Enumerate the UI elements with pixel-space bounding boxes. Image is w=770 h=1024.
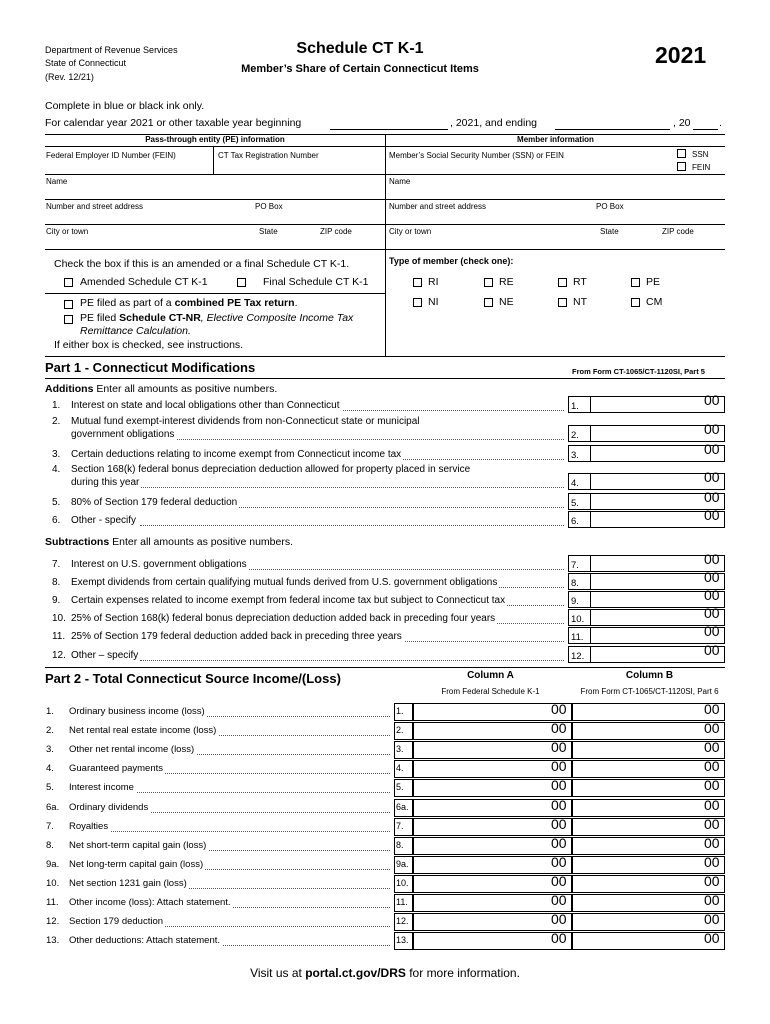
column-a-field-7[interactable] <box>413 837 572 855</box>
pe-pobox-field[interactable]: PO Box <box>255 202 283 211</box>
line-box-label: 11. <box>396 897 408 907</box>
type-ri-checkbox[interactable] <box>413 278 422 287</box>
subtractions-line-text: Interest on U.S. government obligations <box>71 559 247 570</box>
pe-state-field[interactable]: State <box>259 227 278 236</box>
line-box-label: 9. <box>571 596 579 607</box>
cents-zero: 00 <box>704 835 720 851</box>
cents-zero: 00 <box>704 441 720 457</box>
period: . <box>719 117 722 129</box>
line-box-label: 12. <box>571 651 585 662</box>
part2-line-number: 1. <box>46 706 54 717</box>
line-box-label: 1. <box>571 401 579 412</box>
additions-line-number: 6. <box>52 515 61 526</box>
type-nt-label: NT <box>573 296 587 308</box>
cents-zero: 00 <box>704 816 720 832</box>
subtractions-line-text: Certain expenses related to income exempt from federal income tax but subject to Connecticut tax <box>71 595 506 606</box>
column-a-field-12[interactable] <box>413 932 572 950</box>
part2-line-number: 10. <box>46 878 60 889</box>
state-name: State of Connecticut <box>45 58 127 68</box>
line-box-label: 5. <box>396 782 404 792</box>
cents-zero: 00 <box>704 892 720 908</box>
cents-zero: 00 <box>704 551 720 567</box>
line-box-label: 5. <box>571 498 579 509</box>
footer-note: Visit us at portal.ct.gov/DRS for more information. <box>250 966 520 980</box>
column-b-source: From Form CT-1065/CT-1120SI, Part 6 <box>580 687 719 696</box>
cents-zero: 00 <box>704 777 720 793</box>
part2-line-number: 2. <box>46 725 54 736</box>
calendar-year-text: For calendar year 2021 or other taxable year beginning <box>45 117 302 129</box>
fein-field[interactable]: Federal Employer ID Number (FEIN) <box>46 151 176 160</box>
subtractions-line-number: 8. <box>52 577 61 588</box>
column-b-field-8[interactable] <box>572 856 725 874</box>
revision: (Rev. 12/21) <box>45 72 94 82</box>
subtractions-line-text: Other – specify <box>71 650 139 661</box>
leader-dots <box>140 439 564 440</box>
part2-line-number: 7. <box>46 821 54 832</box>
column-a-heading: Column A <box>467 670 514 681</box>
part2-line-text: Net rental real estate income (loss) <box>69 725 217 736</box>
cents-zero: 00 <box>551 739 567 755</box>
ct-nr-label: PE filed Schedule CT-NR, Elective Composite Income Tax <box>80 312 354 324</box>
part1-source: From Form CT-1065/CT-1120SI, Part 5 <box>572 367 705 376</box>
column-b-field-9[interactable] <box>572 875 725 893</box>
amended-checkbox[interactable] <box>64 278 73 287</box>
final-label: Final Schedule CT K-1 <box>263 276 369 288</box>
line-box-label: 13. <box>396 935 409 945</box>
type-cm-label: CM <box>646 296 663 308</box>
member-address-field[interactable]: Number and street address <box>389 202 486 211</box>
column-b-field-7[interactable] <box>572 837 725 855</box>
line-box-label: 7. <box>571 560 579 571</box>
additions-line-number: 4. <box>52 464 61 475</box>
type-rt-checkbox[interactable] <box>558 278 567 287</box>
cents-zero: 00 <box>704 587 720 603</box>
line-box-label: 6a. <box>396 802 409 812</box>
cents-zero: 00 <box>704 701 720 717</box>
type-re-checkbox[interactable] <box>484 278 493 287</box>
form-title: Schedule CT K-1 <box>296 40 424 57</box>
additions-line-text: during this year <box>71 477 140 488</box>
line-box-label: 3. <box>396 744 404 754</box>
either-box-note: If either box is checked, see instructions. <box>54 339 244 351</box>
additions-line-text: Other - specify <box>71 515 137 526</box>
fein-label: FEIN <box>692 163 711 172</box>
line-box-label: 10. <box>571 614 585 625</box>
column-a-field-4[interactable] <box>413 779 572 797</box>
column-a-field-10[interactable] <box>413 894 572 912</box>
member-state-field[interactable]: State <box>600 227 619 236</box>
additions-line-text: government obligations <box>71 429 175 440</box>
additions-line-number: 1. <box>52 400 61 411</box>
cents-zero: 00 <box>704 421 720 437</box>
column-b-field-12[interactable] <box>572 932 725 950</box>
cents-zero: 00 <box>704 797 720 813</box>
part2-line-text: Royalties <box>69 821 109 832</box>
cents-zero: 00 <box>551 873 567 889</box>
subtractions-line-text: Exempt dividends from certain qualifying mutual funds derived from U.S. government obligations <box>71 577 498 588</box>
cents-zero: 00 <box>704 873 720 889</box>
column-b-field-3[interactable] <box>572 760 725 778</box>
column-b-field-5[interactable] <box>572 799 725 817</box>
column-b-field-11[interactable] <box>572 913 725 931</box>
column-a-source: From Federal Schedule K-1 <box>441 687 540 696</box>
line-box-label: 10. <box>396 878 409 888</box>
part1-title: Part 1 - Connecticut Modifications <box>45 360 256 375</box>
line-box-label: 8. <box>396 840 404 850</box>
type-ri-label: RI <box>428 276 439 288</box>
end-date-field[interactable] <box>555 129 670 130</box>
ct-nr-label-cont: Remittance Calculation. <box>80 325 191 337</box>
additions-line-text: Certain deductions relating to income exempt from Connecticut income tax <box>71 449 402 460</box>
part2-line-number: 8. <box>46 840 54 851</box>
year-prefix: , 20 <box>673 117 691 129</box>
part2-line-text: Section 179 deduction <box>69 916 164 927</box>
line-box-label: 7. <box>396 821 404 831</box>
combined-pe-label: PE filed as part of a combined PE Tax return. <box>80 297 298 309</box>
ct-nr-checkbox[interactable] <box>64 315 73 324</box>
part2-line-text: Net short-term capital gain (loss) <box>69 840 207 851</box>
line-box-label: 1. <box>396 706 404 716</box>
pe-city-field[interactable]: City or town <box>46 227 89 236</box>
cents-zero: 00 <box>704 758 720 774</box>
type-re-label: RE <box>499 276 514 288</box>
part2-line-number: 11. <box>46 897 59 908</box>
column-b-field-1[interactable] <box>572 722 725 740</box>
line-box-label: 3. <box>571 450 579 461</box>
cents-zero: 00 <box>551 777 567 793</box>
pe-zip-field[interactable]: ZIP code <box>320 227 352 236</box>
part2-line-number: 13. <box>46 935 60 946</box>
additions-line-text: Mutual fund exempt-interest dividends from non-Connecticut state or municipal <box>71 416 420 427</box>
column-a-field-8[interactable] <box>413 856 572 874</box>
amended-prompt: Check the box if this is an amended or a final Schedule CT K-1. <box>54 258 350 270</box>
part2-line-text: Interest income <box>69 782 134 793</box>
column-b-field-6[interactable] <box>572 818 725 836</box>
cents-zero: 00 <box>704 605 720 621</box>
cents-zero: 00 <box>551 911 567 927</box>
additions-line-text: 80% of Section 179 federal deduction <box>71 497 238 508</box>
additions-line-text: Interest on state and local obligations other than Connecticut <box>71 400 340 411</box>
column-a-field-1[interactable] <box>413 722 572 740</box>
cents-zero: 00 <box>551 758 567 774</box>
part2-line-text: Net section 1231 gain (loss) <box>69 878 187 889</box>
subtractions-line-text: 25% of Section 179 federal deduction added back in preceding three years <box>71 631 402 642</box>
cents-zero: 00 <box>551 720 567 736</box>
cents-zero: 00 <box>704 854 720 870</box>
member-type-heading: Type of member (check one): <box>389 256 514 266</box>
column-a-field-5[interactable] <box>413 799 572 817</box>
subtractions-line-number: 7. <box>52 559 61 570</box>
cents-zero: 00 <box>704 739 720 755</box>
member-pobox-field[interactable]: PO Box <box>596 202 624 211</box>
ink-instruction: Complete in blue or black ink only. <box>45 100 205 112</box>
part2-line-text: Other income (loss): Attach statement. <box>69 897 231 908</box>
cents-zero: 00 <box>704 569 720 585</box>
column-a-field-3[interactable] <box>413 760 572 778</box>
part2-line-text: Guaranteed payments <box>69 763 164 774</box>
column-a-field-6[interactable] <box>413 818 572 836</box>
type-ne-label: NE <box>499 296 514 308</box>
leader-dots <box>100 831 390 832</box>
ct-registration-field[interactable]: CT Tax Registration Number <box>218 151 319 160</box>
leader-dots <box>100 792 390 793</box>
leader-dots <box>140 660 564 661</box>
cents-zero: 00 <box>551 701 567 717</box>
cents-zero: 00 <box>704 930 720 946</box>
type-rt-label: RT <box>573 276 587 288</box>
cents-zero: 00 <box>704 623 720 639</box>
subtractions-line-number: 10. <box>52 613 66 624</box>
part2-line-number: 12. <box>46 916 60 927</box>
member-info-heading: Member information <box>517 135 594 144</box>
type-ni-checkbox[interactable] <box>413 298 422 307</box>
pe-address-field[interactable]: Number and street address <box>46 202 143 211</box>
part2-title: Part 2 - Total Connecticut Source Income/(Loss) <box>45 671 341 686</box>
line-box-label: 11. <box>571 632 584 643</box>
column-a-field-9[interactable] <box>413 875 572 893</box>
cents-zero: 00 <box>704 642 720 658</box>
cents-zero: 00 <box>704 720 720 736</box>
cents-zero: 00 <box>551 930 567 946</box>
line-box-label: 12. <box>396 916 409 926</box>
type-cm-checkbox[interactable] <box>631 298 640 307</box>
cents-zero: 00 <box>704 469 720 485</box>
part2-line-number: 6a. <box>46 802 60 813</box>
type-ni-label: NI <box>428 296 439 308</box>
ending-text: , 2021, and ending <box>450 117 537 129</box>
type-ne-checkbox[interactable] <box>484 298 493 307</box>
column-a-field-2[interactable] <box>413 741 572 759</box>
part2-line-text: Net long-term capital gain (loss) <box>69 859 204 870</box>
line-box-label: 4. <box>396 763 404 773</box>
line-box-label: 2. <box>396 725 404 735</box>
line-box-label: 2. <box>571 430 579 441</box>
cents-zero: 00 <box>704 489 720 505</box>
amended-label: Amended Schedule CT K-1 <box>80 276 208 288</box>
end-year-field[interactable] <box>693 129 718 130</box>
additions-line-number: 2. <box>52 416 61 427</box>
column-b-field-2[interactable] <box>572 741 725 759</box>
part2-line-number: 4. <box>46 763 54 774</box>
member-zip-field[interactable]: ZIP code <box>662 227 694 236</box>
line-box-label: 8. <box>571 578 579 589</box>
combined-pe-checkbox[interactable] <box>64 300 73 309</box>
ssn-label: SSN <box>692 150 709 159</box>
column-b-field-10[interactable] <box>572 894 725 912</box>
subtractions-line-number: 11. <box>52 631 66 642</box>
additions-line-number: 3. <box>52 449 61 460</box>
dept-name: Department of Revenue Services <box>45 45 178 55</box>
line-box-label: 6. <box>571 516 579 527</box>
member-ssn-fein-field[interactable]: Member’s Social Security Number (SSN) or FEIN <box>389 151 564 160</box>
pe-name-field[interactable]: Name <box>46 177 68 186</box>
fein-checkbox[interactable] <box>677 162 686 171</box>
column-b-field-0[interactable] <box>572 703 725 721</box>
cents-zero: 00 <box>551 797 567 813</box>
cents-zero: 00 <box>551 854 567 870</box>
subtractions-line-text: 25% of Section 168(k) federal bonus depreciation deduction added back in preceding four years <box>71 613 496 624</box>
part2-line-text: Ordinary dividends <box>69 802 149 813</box>
part2-line-number: 9a. <box>46 859 60 870</box>
begin-date-field[interactable] <box>330 129 448 130</box>
line-box-label: 4. <box>571 478 579 489</box>
additions-heading: Additions Enter all amounts as positive numbers. <box>45 383 278 395</box>
form-subtitle: Member’s Share of Certain Connecticut Items <box>241 63 479 75</box>
subtractions-line-number: 12. <box>52 650 66 661</box>
subtractions-line-number: 9. <box>52 595 61 606</box>
type-pe-checkbox[interactable] <box>631 278 640 287</box>
pe-info-heading: Pass-through entity (PE) information <box>145 135 285 144</box>
form-year: 2021 <box>655 42 707 68</box>
leader-dots <box>140 525 564 526</box>
part2-line-text: Other deductions: Attach statement. <box>69 935 221 946</box>
leader-dots <box>140 487 564 488</box>
type-nt-checkbox[interactable] <box>558 298 567 307</box>
column-b-heading: Column B <box>625 670 674 681</box>
member-city-field[interactable]: City or town <box>389 227 432 236</box>
part2-line-text: Other net rental income (loss) <box>69 744 195 755</box>
column-b-field-4[interactable] <box>572 779 725 797</box>
part2-line-number: 5. <box>46 782 54 793</box>
type-pe-label: PE <box>646 276 661 288</box>
part2-line-text: Ordinary business income (loss) <box>69 706 205 717</box>
cents-zero: 00 <box>551 892 567 908</box>
line-box-label: 9a. <box>396 859 409 869</box>
cents-zero: 00 <box>704 507 720 523</box>
additions-line-text: Section 168(k) federal bonus depreciation deduction allowed for property placed in service <box>71 464 471 475</box>
cents-zero: 00 <box>704 392 720 408</box>
cents-zero: 00 <box>704 911 720 927</box>
cents-zero: 00 <box>551 816 567 832</box>
cents-zero: 00 <box>551 835 567 851</box>
subtractions-heading: Subtractions Enter all amounts as positive numbers. <box>45 536 294 548</box>
final-checkbox[interactable] <box>237 278 246 287</box>
part2-line-number: 3. <box>46 744 54 755</box>
column-a-field-11[interactable] <box>413 913 572 931</box>
member-name-field[interactable]: Name <box>389 177 411 186</box>
additions-line-number: 5. <box>52 497 61 508</box>
column-a-field-0[interactable] <box>413 703 572 721</box>
ssn-checkbox[interactable] <box>677 149 686 158</box>
